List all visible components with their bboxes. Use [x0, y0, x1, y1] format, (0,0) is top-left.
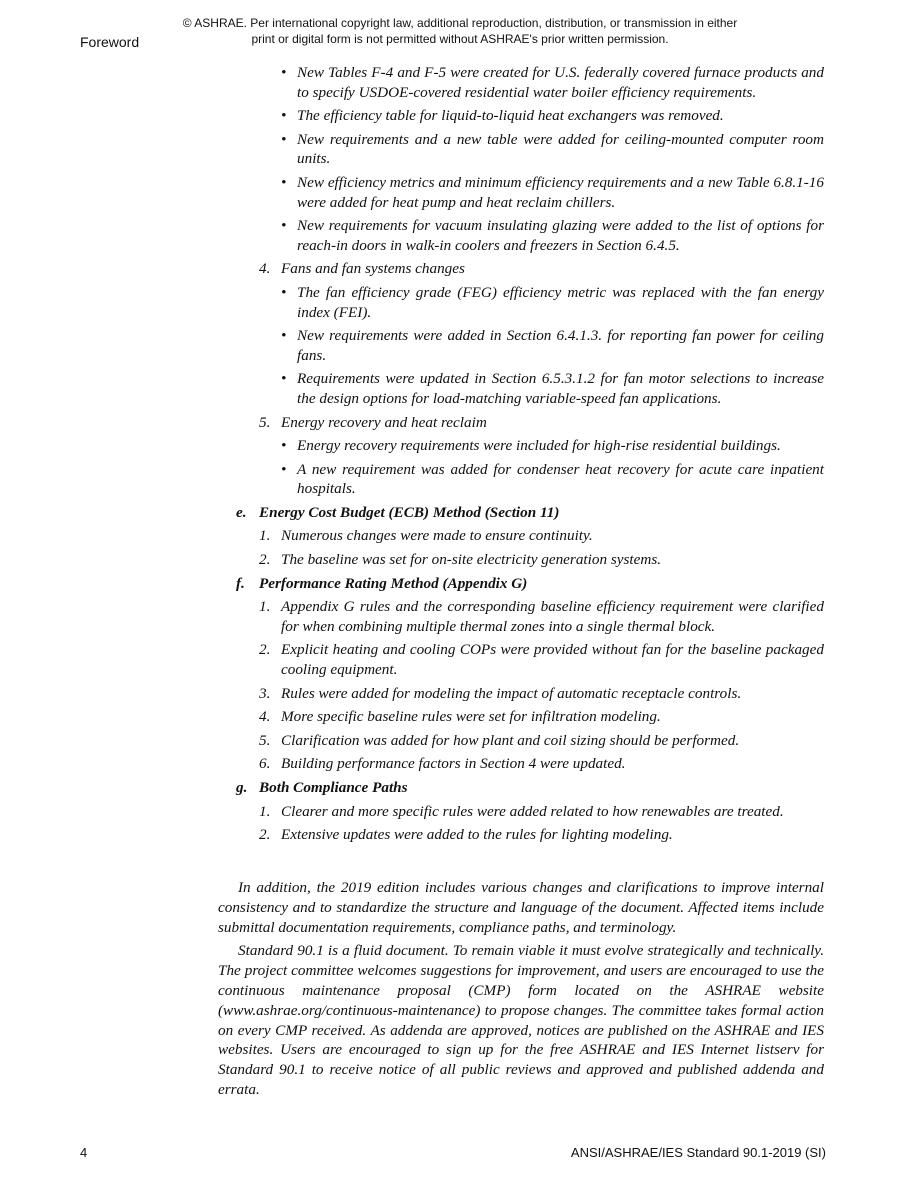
list-marker: • [281, 370, 287, 388]
list-text: Energy recovery requirements were included for high-rise residential buildings. [297, 437, 781, 455]
list-item [218, 413, 824, 433]
list-marker: 5. [259, 731, 271, 749]
list-marker: 4. [259, 708, 271, 726]
list-marker: • [281, 437, 287, 455]
list-text: The baseline was set for on-site electricity generation systems. [281, 551, 662, 569]
list-marker: 5. [259, 413, 271, 431]
list-marker: 6. [259, 755, 271, 773]
list-marker: 4. [259, 260, 271, 278]
change-list [218, 63, 824, 849]
list-marker: 1. [259, 598, 271, 616]
list-text: Numerous changes were made to ensure continuity. [281, 527, 593, 545]
list-item [218, 684, 824, 704]
list-item [218, 216, 824, 255]
paragraph: In addition, the 2019 edition includes various changes and clarifications to improve internal consistency and to standardize the structure and language of the document. Affected items include submittal documentation requirements, compliance paths, and terminology. [218, 879, 824, 936]
list-marker: f. [236, 574, 245, 592]
list-text: Energy recovery and heat reclaim [281, 413, 487, 431]
list-text: Performance Rating Method (Appendix G) [259, 574, 528, 592]
list-text: Extensive updates were added to the rules for lighting modeling. [281, 826, 673, 844]
list-text: Energy Cost Budget (ECB) Method (Section 11) [259, 503, 560, 521]
list-item [218, 173, 824, 212]
list-item [218, 731, 824, 751]
list-text: A new requirement was added for condenser heat recovery for acute care inpatient hospitals. [297, 460, 824, 498]
list-item [218, 460, 824, 499]
list-item [218, 707, 824, 727]
footer-title: ANSI/ASHRAE/IES Standard 90.1-2019 (SI) [570, 1145, 826, 1160]
list-item [218, 574, 824, 594]
copyright-notice [150, 15, 770, 47]
list-text: Rules were added for modeling the impact of automatic receptacle controls. [281, 684, 742, 702]
list-item [218, 754, 824, 774]
list-text: Building performance factors in Section 4 were updated. [281, 755, 626, 773]
list-marker: 2. [259, 826, 271, 844]
list-text: New requirements for vacuum insulating glazing were added to the list of options for reach-in doors in walk-in coolers and freezers in Section 6.4.5. [297, 217, 824, 254]
copyright-line-2: print or digital form is not permitted without ASHRAE's prior written permission. [251, 32, 669, 46]
list-text: New requirements were added in Section 6.4.1.3. for reporting fan power for ceiling fans. [297, 327, 824, 364]
list-marker: 1. [259, 527, 271, 545]
list-text: New Tables F-4 and F-5 were created for U.S. federally covered furnace products and to specify USDOE-covered residential water boiler efficiency requirements. [297, 64, 824, 101]
list-marker: e. [236, 503, 247, 521]
section-label: Foreword [80, 34, 140, 50]
list-item [218, 503, 824, 523]
list-text: New efficiency metrics and minimum efficiency requirements and a new Table 6.8.1-16 were added for heat pump and heat reclaim chillers. [297, 173, 824, 211]
list-marker: • [281, 217, 287, 235]
body-paragraphs [218, 878, 824, 1104]
list-marker: • [281, 460, 287, 478]
list-text: Clearer and more specific rules were added related to how renewables are treated. [281, 802, 784, 820]
paragraph: Standard 90.1 is a fluid document. To remain viable it must evolve strategically and technically. The project committee welcomes suggestions for improvement, and users are encouraged to use the continuous maintenance proposal (CMP) form located on the ASHRAE website (www.ashrae.org/continuous-maintenance) to propose changes. The committee takes formal action on every CMP received. As addenda are approved, notices are published on the ASHRAE and IES websites. Users are encouraged to sign up for the free ASHRAE and IES Internet listserv for Standard 90.1 to receive notice of all public reviews and approved and published addenda and errata. [218, 942, 824, 1098]
list-text: More specific baseline rules were set for infiltration modeling. [281, 708, 661, 726]
list-text: Appendix G rules and the corresponding baseline efficiency requirement were clarified for when combining multiple thermal zones into a single thermal block. [281, 598, 824, 635]
list-item [218, 597, 824, 636]
list-text: Explicit heating and cooling COPs were provided without fan for the baseline packaged cooling equipment. [281, 641, 824, 679]
list-item [218, 825, 824, 845]
list-text: New requirements and a new table were added for ceiling-mounted computer room units. [297, 130, 824, 168]
list-item [218, 63, 824, 102]
list-marker: • [281, 173, 287, 191]
list-item [218, 802, 824, 822]
copyright-line-1: © ASHRAE. Per international copyright law, additional reproduction, distribution, or transmission in either [182, 16, 738, 30]
list-marker: • [281, 283, 287, 301]
list-item [218, 436, 824, 456]
list-marker: • [281, 64, 287, 81]
list-item [218, 369, 824, 408]
list-item [218, 106, 824, 126]
list-item [218, 283, 824, 322]
list-text: The efficiency table for liquid-to-liquid heat exchangers was removed. [297, 107, 724, 125]
list-item [218, 778, 824, 798]
list-marker: • [281, 107, 287, 125]
list-marker: • [281, 327, 287, 345]
page-number: 4 [80, 1145, 88, 1160]
list-text: Both Compliance Paths [259, 779, 408, 796]
list-item [218, 526, 824, 546]
list-item [218, 640, 824, 679]
list-text: The fan efficiency grade (FEG) efficiency metric was replaced with the fan energy index (FEI). [297, 283, 824, 321]
list-marker: 1. [259, 802, 271, 820]
list-item [218, 130, 824, 169]
list-marker: 3. [259, 684, 271, 702]
list-item [218, 550, 824, 570]
list-marker: • [281, 130, 287, 148]
list-item [218, 259, 824, 279]
list-text: Requirements were updated in Section 6.5.3.1.2 for fan motor selections to increase the design options for load-matching variable-speed fan applications. [297, 370, 824, 407]
list-text: Fans and fan systems changes [281, 260, 465, 278]
list-item [218, 326, 824, 365]
list-marker: 2. [259, 641, 271, 659]
list-text: Clarification was added for how plant and coil sizing should be performed. [281, 731, 740, 749]
list-marker: g. [236, 779, 248, 796]
list-marker: 2. [259, 551, 271, 569]
